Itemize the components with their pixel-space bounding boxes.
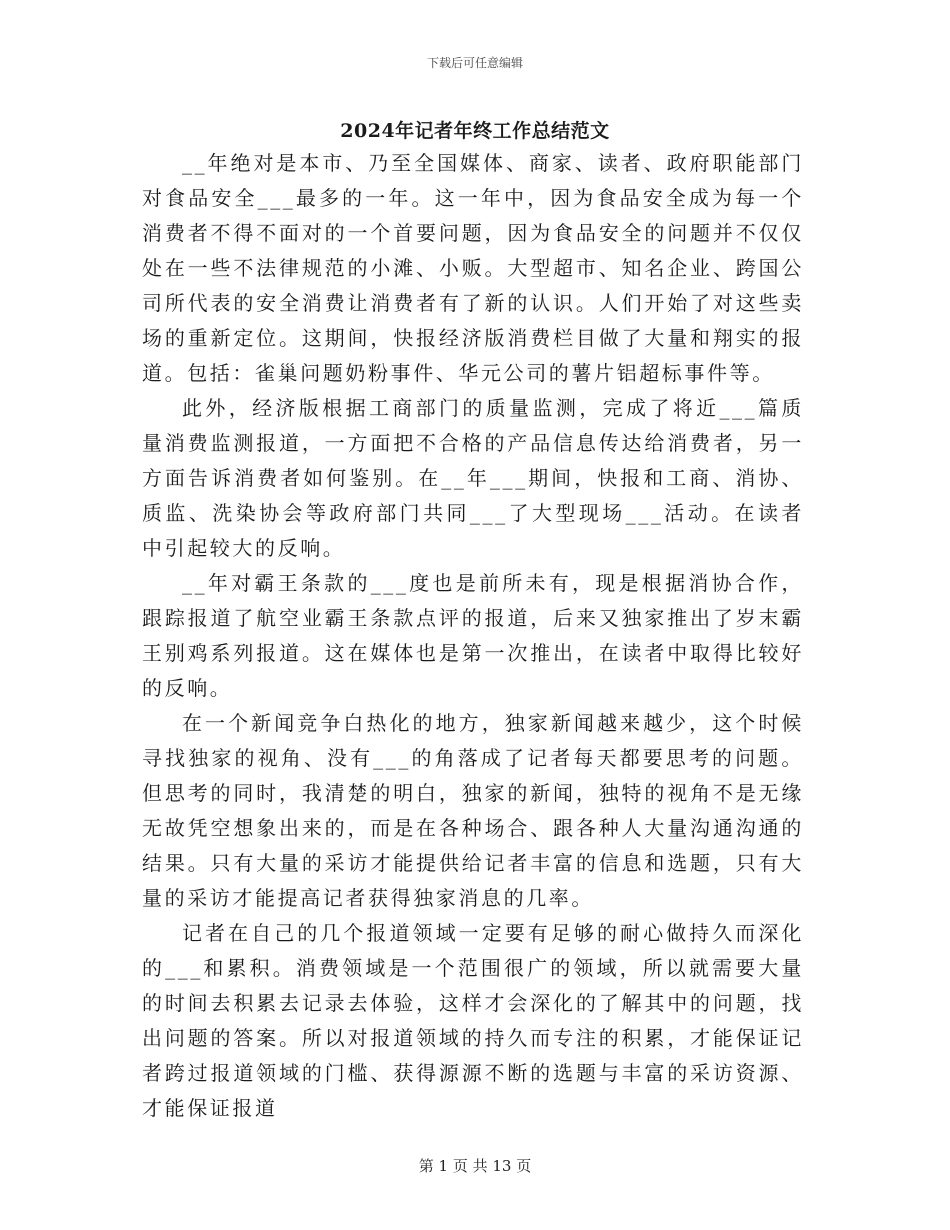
paragraph-3: __年对霸王条款的___度也是前所未有，现是根据消协合作，跟踪报道了航空业霸王条款点评的报道，后来又独家推出了岁末霸王别鸡系列报道。这在媒体也是第一次推出，在读者中取得比较好的反响。 [142, 571, 804, 700]
paragraph-2: 此外，经济版根据工商部门的质量监测，完成了将近___篇质量消费监测报道，一方面把不合格的产品信息传达给消费者，另一方面告诉消费者如何鉴别。在__年___期间，快报和工商、消协、质监、洗染协会等政府部门共同___了大型现场___活动。在读者中引起较大的反响。 [142, 396, 804, 560]
document-title: 2024年记者年终工作总结范文 [340, 120, 610, 142]
header-note: 下载后可任意编辑 [426, 56, 523, 70]
paragraph-1: __年绝对是本市、乃至全国媒体、商家、读者、政府职能部门对食品安全___最多的一年。这一年中，因为食品安全成为每一个消费者不得不面对的一个首要问题，因为食品安全的问题并不仅仅处在一些不法律规范的小滩、小贩。大型超市、知名企业、跨国公司所代表的安全消费让消费者有了新的认识。人们开始了对这些卖场的重新定位。这期间，快报经济版消费栏目做了大量和翔实的报道。包括：雀巢问题奶粉事件、华元公司的薯片铝超标事件等。 [142, 151, 804, 385]
paragraph-5: 记者在自己的几个报道领域一定要有足够的耐心做持久而深化的___和累积。消费领域是一个范围很广的领域，所以就需要大量的时间去积累去记录去体验，这样才会深化的了解其中的问题，找出问题的答案。所以对报道领域的持久而专注的积累，才能保证记者跨过报道领域的门槛、获得源源不断的选题与丰富的采访资源、才能保证报道 [142, 921, 804, 1120]
page-footer: 第 1 页 共 13 页 [418, 1157, 532, 1175]
paragraph-4: 在一个新闻竞争白热化的地方，独家新闻越来越少，这个时候寻找独家的视角、没有___的角落成了记者每天都要思考的问题。但思考的同时，我清楚的明白，独家的新闻，独特的视角不是无缘无故凭空想象出来的，而是在各种场合、跟各种人大量沟通沟通的结果。只有大量的采访才能提供给记者丰富的信息和选题，只有大量的采访才能提高记者获得独家消息的几率。 [142, 711, 804, 910]
document-body [142, 146, 804, 1126]
